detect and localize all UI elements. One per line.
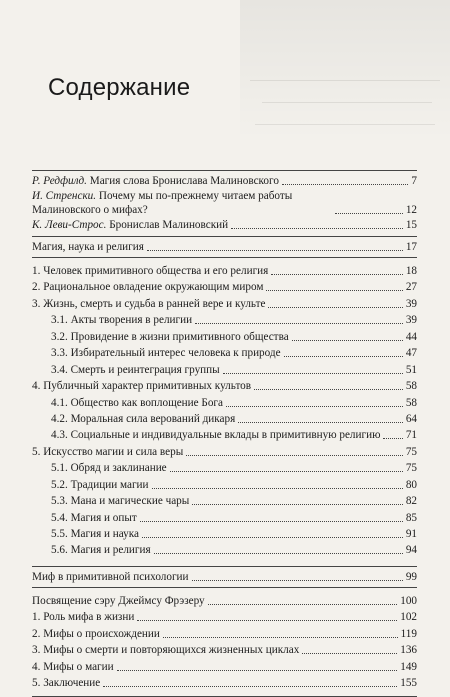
dot-leader bbox=[271, 273, 403, 275]
entry-title: Посвящение сэру Джеймсу Фрэзеру bbox=[32, 594, 205, 607]
toc-entry[interactable] bbox=[32, 461, 417, 475]
toc-entry[interactable] bbox=[32, 264, 417, 278]
dot-leader bbox=[195, 322, 403, 324]
page-title: Содержание bbox=[48, 74, 191, 101]
toc-entry[interactable] bbox=[32, 396, 417, 410]
toc-entry[interactable] bbox=[32, 511, 417, 525]
entry-title: 5. Искусство магии и сила веры bbox=[32, 445, 184, 458]
entry-title: 5.6. Магия и религия bbox=[51, 544, 151, 557]
entry-title: 2. Рациональное овладение окружающим миром bbox=[32, 281, 264, 294]
page-number: 119 bbox=[400, 627, 417, 640]
entry-title: 5.4. Магия и опыт bbox=[51, 511, 137, 524]
toc-entry-part-2[interactable]: Миф в примитивной психологии 99 bbox=[32, 570, 417, 583]
toc-entry[interactable] bbox=[32, 627, 417, 641]
part-2-entries bbox=[32, 588, 417, 696]
dot-leader bbox=[117, 669, 398, 671]
toc-entry-part-1[interactable]: Магия, наука и религия 17 bbox=[32, 241, 417, 253]
page-number: 64 bbox=[405, 412, 417, 425]
page-number: 85 bbox=[405, 511, 417, 524]
toc-entry[interactable] bbox=[32, 412, 417, 426]
toc-entry[interactable] bbox=[32, 330, 417, 344]
toc-entry[interactable]: Р. Редфилд. Магия слова Бронислава Малиновского 7 bbox=[32, 175, 417, 187]
page-number: 7 bbox=[411, 175, 417, 187]
page-number: 58 bbox=[405, 380, 417, 393]
toc-entry[interactable] bbox=[32, 527, 417, 541]
entry-title: 3.2. Провидение в жизни примитивного общества bbox=[51, 330, 289, 343]
entry-title: 3.3. Избирательный интерес человека к природе bbox=[51, 347, 281, 360]
page-number: 71 bbox=[405, 429, 417, 442]
toc-entry[interactable] bbox=[32, 428, 417, 442]
part-heading bbox=[32, 566, 417, 588]
dot-leader bbox=[266, 289, 402, 291]
dot-leader bbox=[335, 212, 403, 214]
entry-title: 1. Человек примитивного общества и его религия bbox=[32, 265, 269, 277]
page-number: 18 bbox=[405, 265, 417, 277]
separator bbox=[32, 696, 417, 697]
entry-title: 5.1. Обряд и заклинание bbox=[51, 462, 167, 475]
toc-entry[interactable]: К. Леви-Строс. Бронислав Малиновский 15 bbox=[32, 219, 417, 231]
toc-entry[interactable] bbox=[32, 379, 417, 393]
page-number: 149 bbox=[400, 660, 417, 673]
toc-entry[interactable] bbox=[32, 494, 417, 508]
entry-title: 3.1. Акты творения в религии bbox=[51, 314, 193, 327]
toc-entry[interactable]: И. Стренски. Почему мы по-прежнему читаем работы Малиновского о мифах? 12 bbox=[32, 190, 417, 216]
dot-leader bbox=[142, 536, 403, 538]
entry-title: 5.5. Магия и наука bbox=[51, 528, 140, 540]
dot-leader bbox=[103, 685, 397, 687]
page-number: 12 bbox=[405, 204, 417, 216]
page-number: 15 bbox=[405, 219, 417, 231]
page-number: 99 bbox=[405, 570, 417, 583]
page-number: 80 bbox=[405, 478, 417, 491]
entry-title: 5. Заключение bbox=[32, 677, 101, 690]
page-number: 58 bbox=[405, 396, 417, 409]
toc-entry[interactable] bbox=[32, 280, 417, 294]
entry-title: 2. Мифы о происхождении bbox=[32, 627, 160, 640]
table-of-contents bbox=[32, 170, 417, 697]
bleed-line bbox=[255, 124, 435, 125]
page-number: 100 bbox=[400, 594, 417, 607]
toc-entry[interactable] bbox=[32, 594, 417, 608]
page-number: 91 bbox=[405, 528, 417, 540]
page-number: 44 bbox=[405, 330, 417, 343]
intro-section bbox=[32, 171, 417, 236]
dot-leader bbox=[192, 503, 403, 505]
dot-leader bbox=[231, 227, 403, 229]
dot-leader bbox=[254, 388, 403, 390]
part-1-entries bbox=[32, 258, 417, 566]
dot-leader bbox=[186, 454, 403, 456]
toc-entry[interactable] bbox=[32, 313, 417, 327]
dot-leader bbox=[163, 636, 398, 638]
dot-leader bbox=[208, 603, 398, 605]
toc-entry[interactable] bbox=[32, 610, 417, 624]
page-number: 51 bbox=[405, 363, 417, 376]
page-number: 47 bbox=[405, 347, 417, 360]
entry-title: 4.2. Моральная сила верований дикаря bbox=[51, 412, 236, 425]
dot-leader bbox=[154, 552, 403, 554]
dot-leader bbox=[147, 249, 403, 251]
dot-leader bbox=[140, 520, 403, 522]
toc-entry[interactable] bbox=[32, 363, 417, 377]
entry-title: 5.3. Мана и магические чары bbox=[51, 495, 190, 508]
bleed-through-text bbox=[240, 0, 450, 140]
page-number: 94 bbox=[405, 544, 417, 557]
page-number: 39 bbox=[405, 314, 417, 327]
dot-leader bbox=[152, 487, 403, 489]
dot-leader bbox=[192, 579, 403, 581]
toc-entry[interactable] bbox=[32, 445, 417, 459]
toc-entry[interactable] bbox=[32, 478, 417, 492]
dot-leader bbox=[137, 619, 397, 621]
page-number: 102 bbox=[400, 611, 417, 624]
dot-leader bbox=[238, 421, 403, 423]
page-number: 82 bbox=[405, 495, 417, 508]
entry-title: 3.4. Смерть и реинтеграция группы bbox=[51, 363, 220, 376]
dot-leader bbox=[302, 652, 397, 654]
dot-leader bbox=[170, 470, 403, 472]
page-number: 17 bbox=[405, 241, 417, 253]
dot-leader bbox=[268, 306, 402, 308]
dot-leader bbox=[284, 355, 403, 357]
entry-title: 3. Жизнь, смерть и судьба в ранней вере и культе bbox=[32, 297, 266, 310]
entry-title: 5.2. Традиции магии bbox=[51, 478, 149, 491]
page-number: 39 bbox=[405, 297, 417, 310]
bleed-line bbox=[262, 102, 432, 103]
entry-title: 3. Мифы о смерти и повторяющихся жизненных циклах bbox=[32, 644, 300, 657]
page-number: 75 bbox=[405, 462, 417, 475]
toc-entry[interactable] bbox=[32, 346, 417, 360]
bleed-line bbox=[250, 80, 440, 81]
entry-title: 4.3. Социальные и индивидуальные вклады в примитивную религию bbox=[51, 429, 381, 442]
toc-entry[interactable] bbox=[32, 660, 417, 674]
page-number: 27 bbox=[405, 281, 417, 294]
dot-leader bbox=[292, 339, 403, 341]
entry-title: 1. Роль мифа в жизни bbox=[32, 611, 135, 624]
dot-leader bbox=[223, 372, 403, 374]
dot-leader bbox=[226, 405, 403, 407]
toc-entry[interactable] bbox=[32, 297, 417, 311]
entry-title: 4.1. Общество как воплощение Бога bbox=[51, 396, 223, 409]
dot-leader bbox=[383, 437, 402, 439]
toc-entry[interactable] bbox=[32, 543, 417, 557]
entry-title: 4. Публичный характер примитивных культов bbox=[32, 380, 252, 393]
toc-entry[interactable] bbox=[32, 643, 417, 657]
page-number: 136 bbox=[400, 644, 417, 657]
page-number: 75 bbox=[405, 445, 417, 458]
dot-leader bbox=[282, 183, 408, 185]
part-heading bbox=[32, 236, 417, 258]
page-number: 155 bbox=[400, 677, 417, 690]
entry-title: 4. Мифы о магии bbox=[32, 660, 114, 673]
